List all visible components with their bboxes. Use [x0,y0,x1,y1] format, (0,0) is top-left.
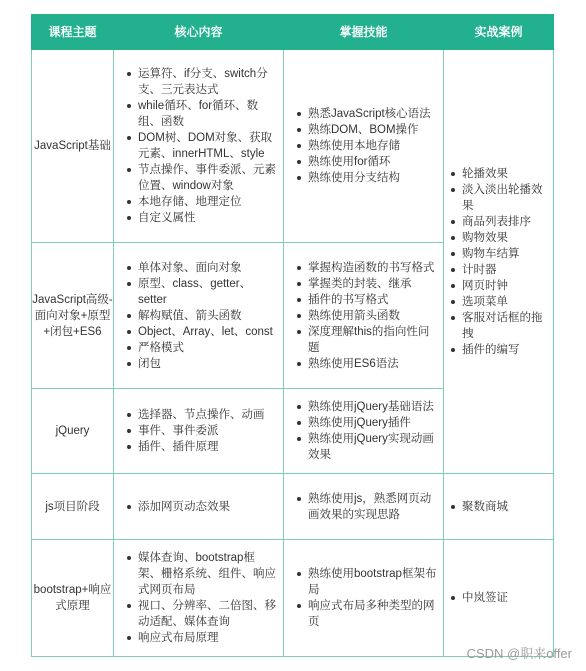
content-item: 本地存储、地理定位 [126,194,277,210]
cases-cell [444,474,554,540]
skill-item: 熟练DOM、BOM操作 [296,122,437,138]
case-item: 购物效果 [450,230,551,246]
content-item: 添加网页动态效果 [126,499,277,515]
topic-cell: JavaScript高级-面向对象+原型+闭包+ES6 [32,243,114,389]
content-cell [114,540,284,657]
case-item: 轮播效果 [450,166,551,182]
skills-cell [284,474,444,540]
case-item: 客服对话框的拖拽 [450,310,551,342]
case-item: 计时器 [450,262,551,278]
skill-item: 熟练使用箭头函数 [296,308,437,324]
topic-cell: JavaScript基础 [32,50,114,243]
content-item: 闭包 [126,356,277,372]
content-item: 解构赋值、箭头函数 [126,308,277,324]
skill-item: 熟练使用ES6语法 [296,356,437,372]
content-item: 严格模式 [126,340,277,356]
skill-item: 深度理解this的指向性问题 [296,324,437,356]
header-row [32,15,554,50]
content-item: 选择器、节点操作、动画 [126,407,277,423]
table-row [32,474,554,540]
case-item: 淡入淡出轮播效果 [450,182,551,214]
content-cell [114,50,284,243]
skill-item: 熟练使用bootstrap框架布局 [296,566,437,598]
case-item: 插件的编写 [450,342,551,358]
topic-cell: js项目阶段 [32,474,114,540]
header-cases: 实战案例 [444,15,554,50]
skills-cell [284,243,444,389]
skill-item: 熟练使用jQuery插件 [296,415,437,431]
case-item: 购物车结算 [450,246,551,262]
content-cell [114,389,284,474]
header-skills: 掌握技能 [284,15,444,50]
skill-item: 熟练使用jQuery实现动画效果 [296,431,437,463]
skill-item: 响应式布局多种类型的网页 [296,598,437,630]
content-item: 运算符、if分支、switch分支、三元表达式 [126,66,277,98]
content-item: 视口、分辨率、二倍图、移动适配、媒体查询 [126,598,277,630]
skill-item: 熟练使用for循环 [296,154,437,170]
content-item: while循环、for循环、数组、函数 [126,98,277,130]
case-item: 聚数商城 [450,499,547,515]
content-item: Object、Array、let、const [126,324,277,340]
content-item: 原型、class、getter、setter [126,276,277,308]
topic-cell: bootstrap+响应式原理 [32,540,114,657]
cases-cell [444,540,554,657]
skill-item: 熟悉JavaScript核心语法 [296,106,437,122]
skill-item: 掌握构造函数的书写格式 [296,260,437,276]
curriculum-table [31,14,554,657]
header-content: 核心内容 [114,15,284,50]
skill-item: 熟练使用本地存储 [296,138,437,154]
case-item: 网页时钟 [450,278,551,294]
watermark: CSDN @职来offer [466,646,572,661]
content-item: DOM树、DOM对象、获取元素、innerHTML、style [126,130,277,162]
case-item: 商品列表排序 [450,214,551,230]
content-item: 插件、插件原理 [126,439,277,455]
content-item: 自定义属性 [126,210,277,226]
skills-cell [284,389,444,474]
skills-cell [284,540,444,657]
skills-cell [284,50,444,243]
case-item: 选项菜单 [450,294,551,310]
content-item: 响应式布局原理 [126,630,277,646]
content-cell [114,243,284,389]
case-item: 中岚签证 [450,590,547,606]
cases-cell-merged [444,50,554,474]
skill-item: 熟练使用jQuery基础语法 [296,399,437,415]
content-item: 事件、事件委派 [126,423,277,439]
content-item: 媒体查询、bootstrap框架、栅格系统、组件、响应式网页布局 [126,550,277,598]
skill-item: 掌握类的封装、继承 [296,276,437,292]
skill-item: 熟练使用分支结构 [296,170,437,186]
topic-cell: jQuery [32,389,114,474]
table-row [32,50,554,243]
content-cell [114,474,284,540]
content-item: 单体对象、面向对象 [126,260,277,276]
table-row [32,540,554,657]
header-topic: 课程主题 [32,15,114,50]
skill-item: 插件的书写格式 [296,292,437,308]
skill-item: 熟练使用js，熟悉网页动画效果的实现思路 [296,491,437,523]
content-item: 节点操作、事件委派、元素位置、window对象 [126,162,277,194]
